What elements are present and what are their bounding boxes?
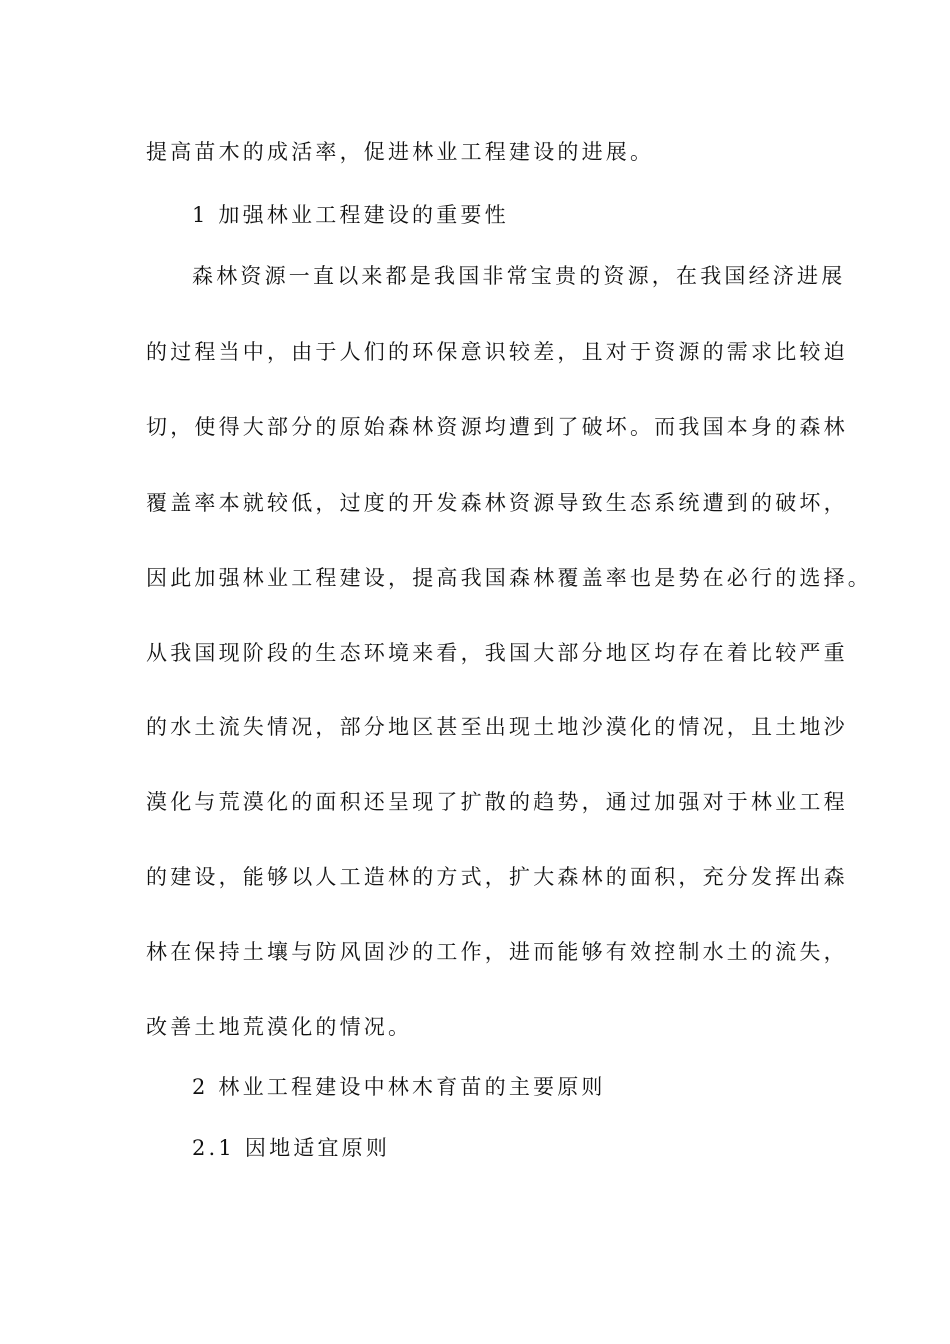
paragraph-line: 森林资源一直以来都是我国非常宝贵的资源，在我国经济进展 [192, 264, 846, 288]
paragraph-line: 从我国现阶段的生态环境来看，我国大部分地区均存在着比较严重 [146, 641, 848, 665]
paragraph-line: 漠化与荒漠化的面积还呈现了扩散的趋势，通过加强对于林业工程 [146, 790, 848, 814]
paragraph-line: 切，使得大部分的原始森林资源均遭到了破坏。而我国本身的森林 [146, 415, 848, 439]
subsection-heading: 2.1 因地适宜原则 [192, 1136, 391, 1160]
paragraph-line: 的过程当中，由于人们的环保意识较差，且对于资源的需求比较迫 [146, 340, 848, 364]
paragraph-line: 因此加强林业工程建设，提高我国森林覆盖率也是势在必行的选择。 [146, 566, 872, 590]
paragraph-line: 的水土流失情况，部分地区甚至出现土地沙漠化的情况，且土地沙 [146, 715, 848, 739]
paragraph-line: 覆盖率本就较低，过度的开发森林资源导致生态系统遭到的破坏， [146, 491, 848, 515]
paragraph-line: 的建设，能够以人工造林的方式，扩大森林的面积，充分发挥出森 [146, 865, 848, 889]
paragraph-line: 林在保持土壤与防风固沙的工作，进而能够有效控制水土的流失， [146, 940, 848, 964]
section-heading: 2 林业工程建设中林木育苗的主要原则 [192, 1075, 606, 1099]
paragraph-line: 改善土地荒漠化的情况。 [146, 1015, 413, 1039]
section-heading: 1 加强林业工程建设的重要性 [192, 203, 509, 227]
paragraph-line: 提高苗木的成活率，促进林业工程建设的进展。 [146, 140, 655, 164]
